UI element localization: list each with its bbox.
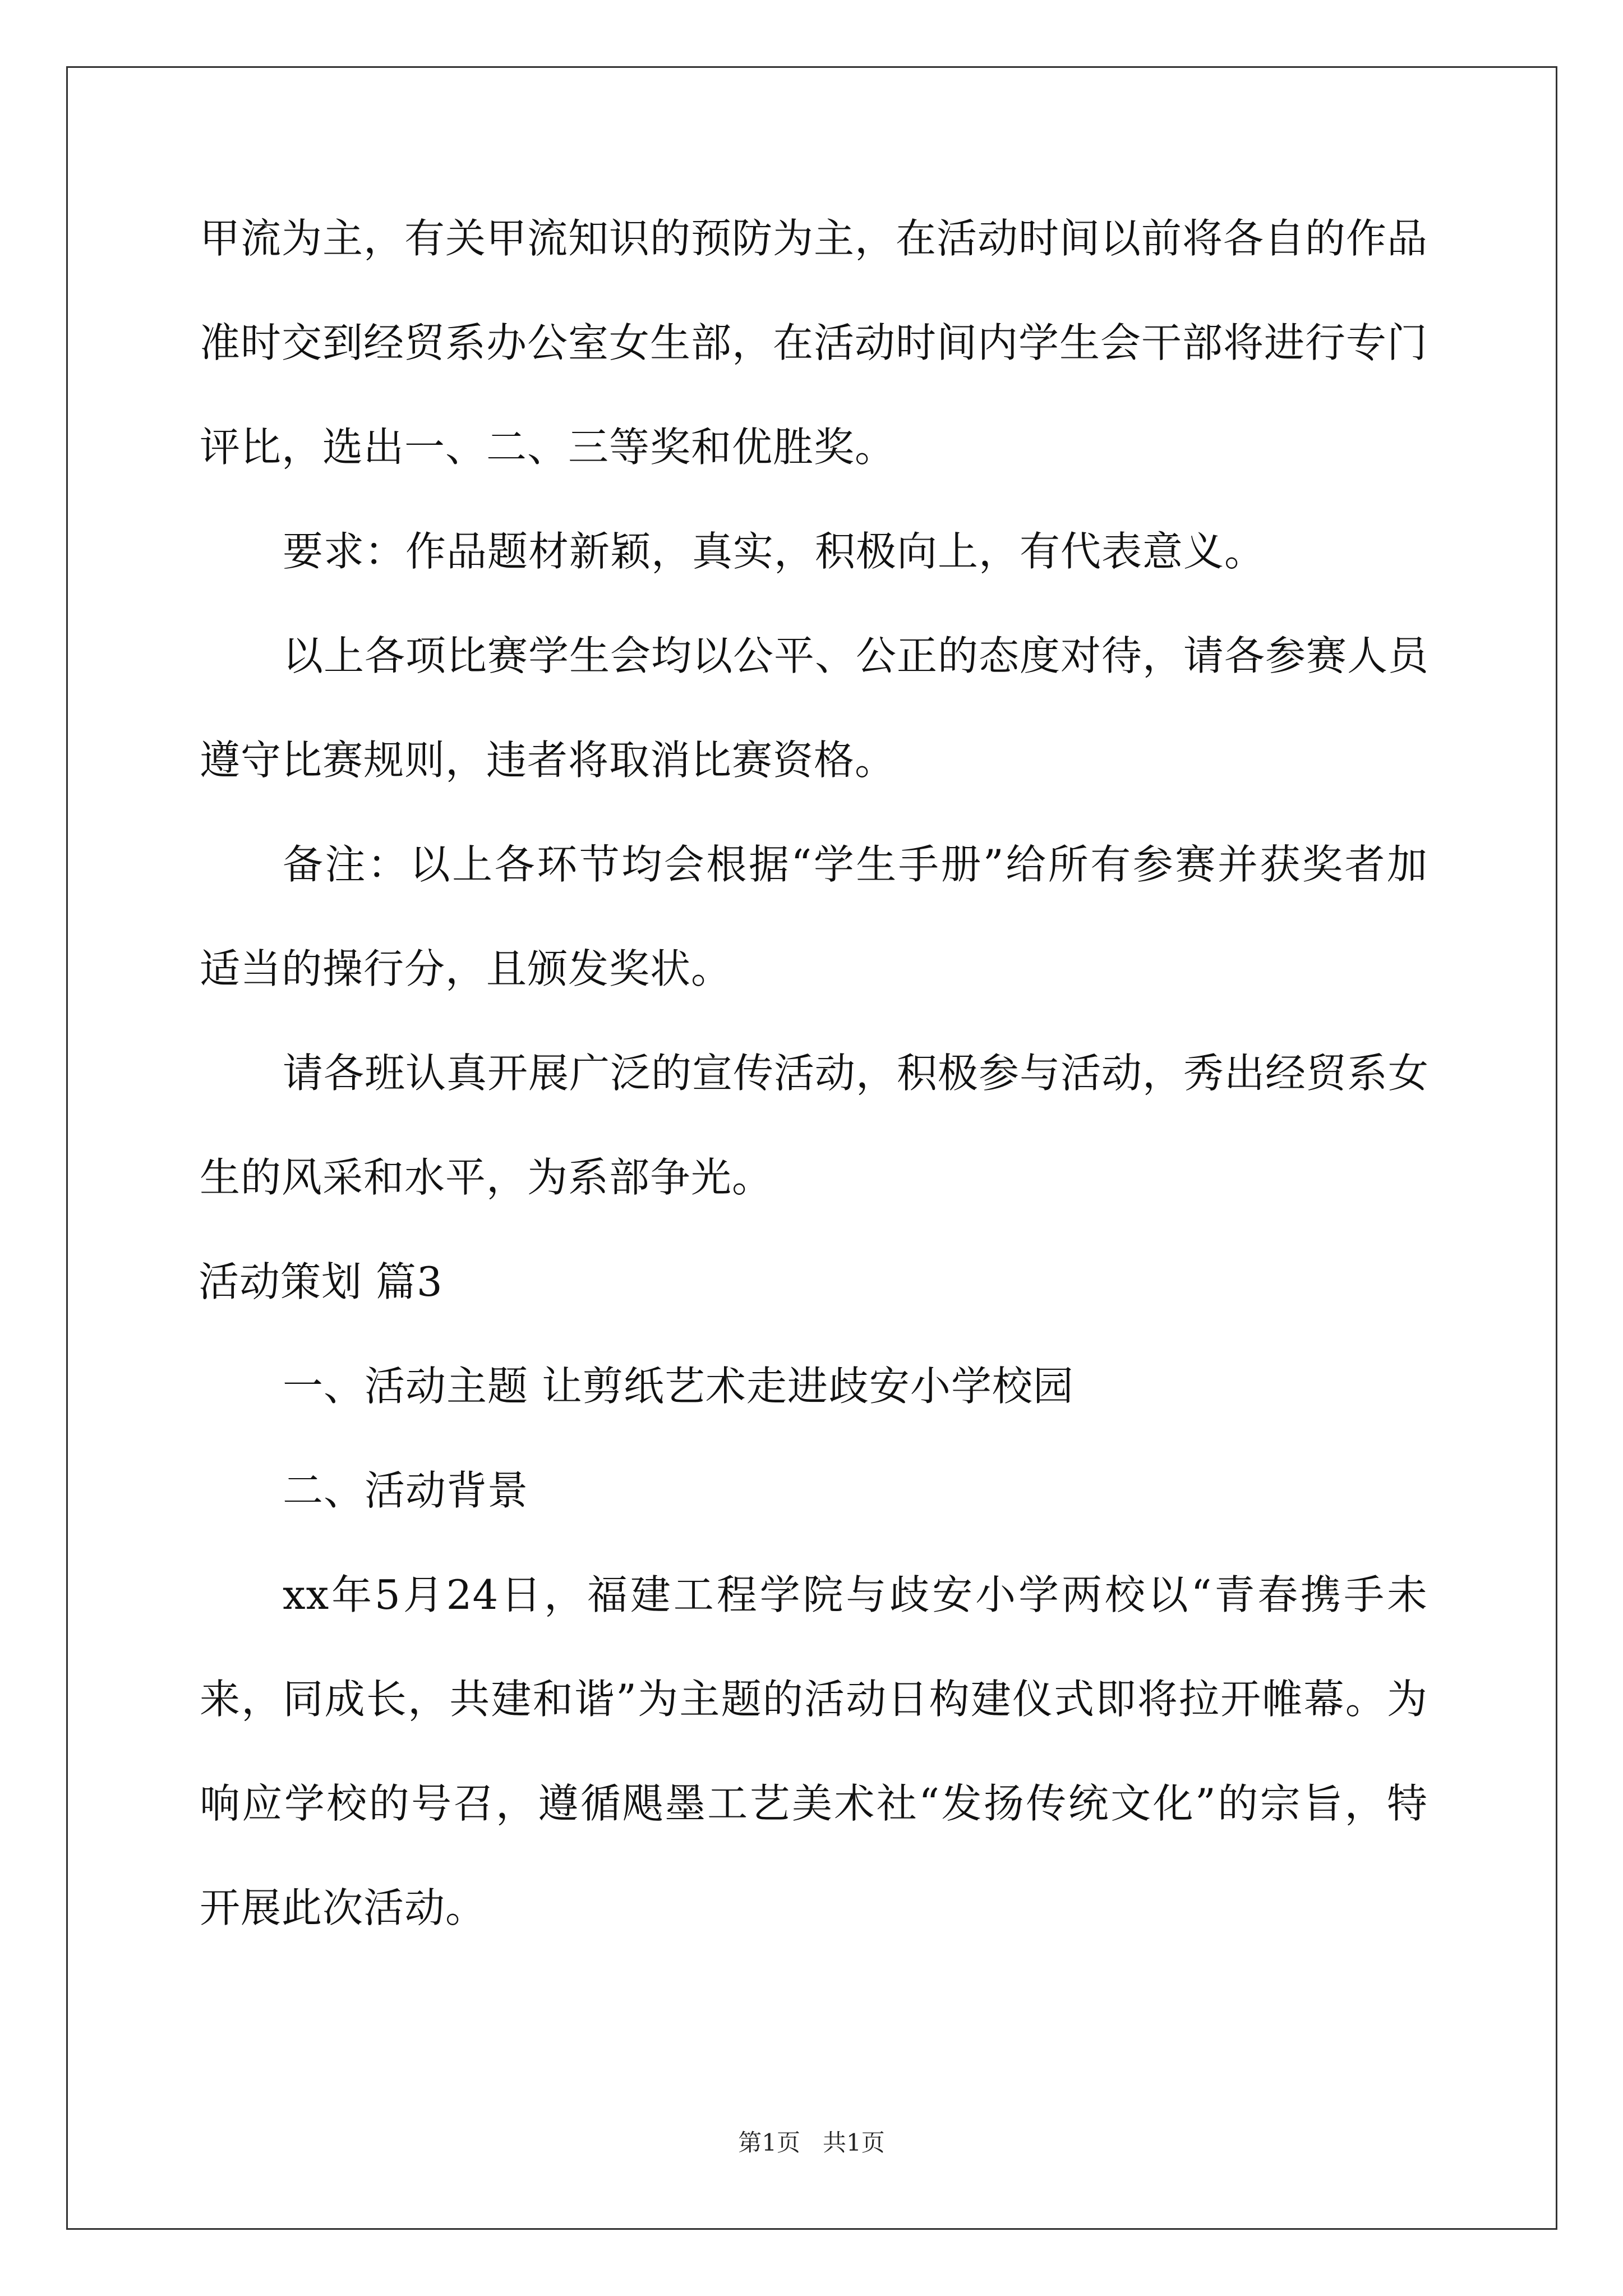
body-line-7: 备注：以上各环节均会根据“学生手册”给所有参赛并获奖者加 <box>283 841 1428 888</box>
body-line-14: xx年5月24日，福建工程学院与歧安小学两校以“青春携手未 <box>283 1571 1428 1618</box>
body-line-17: 开展此次活动。 <box>200 1884 487 1931</box>
body-line-2: 准时交到经贸系办公室女生部，在活动时间内学生会干部将进行专门 <box>200 319 1428 366</box>
body-line-8: 适当的操行分，且颁发奖状。 <box>200 945 732 992</box>
body-line-10: 生的风采和水平，为系部争光。 <box>200 1154 773 1201</box>
page-number-footer: 第1页 共1页 <box>738 2129 885 2156</box>
body-line-6: 遵守比赛规则，违者将取消比赛资格。 <box>200 737 896 784</box>
body-line-12: 一、活动主题 让剪纸艺术走进歧安小学校园 <box>283 1363 1074 1410</box>
section-heading: 活动策划 篇3 <box>199 1258 443 1305</box>
body-line-3: 评比，选出一、二、三等奖和优胜奖。 <box>200 424 896 471</box>
body-line-16: 响应学校的号召，遵循飓墨工艺美术社“发扬传统文化”的宗旨，特 <box>200 1780 1428 1827</box>
body-line-13: 二、活动背景 <box>283 1467 529 1514</box>
body-line-4: 要求：作品题材新颖，真实，积极向上，有代表意义。 <box>283 528 1266 575</box>
body-line-1: 甲流为主，有关甲流知识的预防为主，在活动时间以前将各自的作品 <box>200 215 1428 262</box>
body-line-5: 以上各项比赛学生会均以公平、公正的态度对待，请各参赛人员 <box>283 632 1430 679</box>
body-line-15: 来，同成长，共建和谐”为主题的活动日构建仪式即将拉开帷幕。为 <box>200 1676 1428 1723</box>
body-line-9: 请各班认真开展广泛的宣传活动，积极参与活动，秀出经贸系女 <box>283 1050 1430 1097</box>
